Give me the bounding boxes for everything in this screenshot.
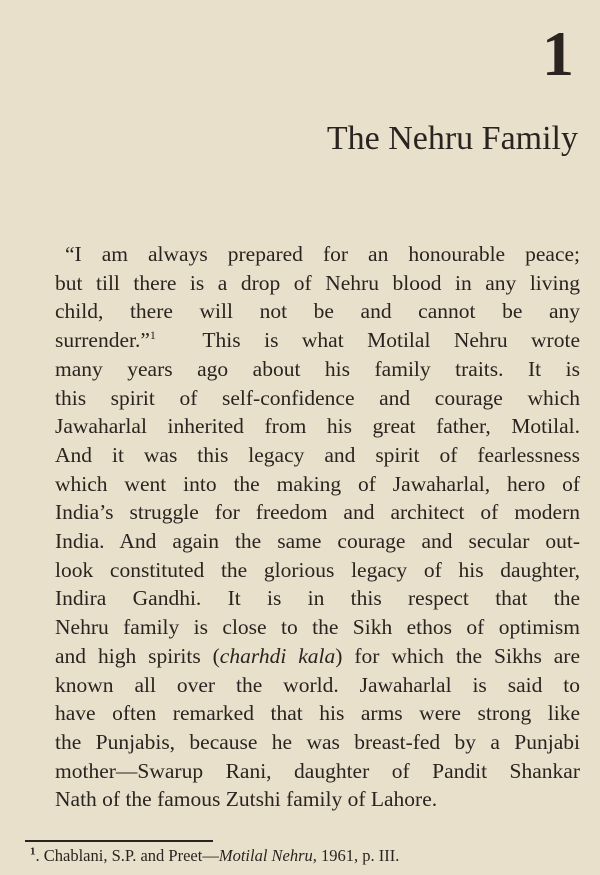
text-segment: and high spirits ( — [55, 643, 220, 668]
chapter-title: The Nehru Family — [326, 120, 578, 157]
footnote-divider — [25, 840, 213, 842]
italic-term: charhdi kala — [219, 643, 336, 668]
text-segment: This is what Motilal Nehru wrote — [202, 328, 580, 353]
text-line: mother—Swarup Rani, daughter of Pandit Shankar — [55, 758, 580, 783]
text-line: known all over the world. Jawaharlal is said to — [55, 672, 580, 697]
text-line: “I am always prepared for an honourable peace; — [65, 242, 580, 266]
text-line: many years ago about his family traits. It is — [55, 356, 580, 381]
text-line: the Punjabis, because he was breast-fed by a Punjabi — [55, 729, 580, 754]
text-line: which went into the making of Jawaharlal, hero of — [55, 471, 580, 496]
body-text — [55, 240, 580, 814]
footnote-text: , 1961, p. III. — [312, 846, 400, 865]
footnote-text: . Chablani, S.P. and Preet— — [35, 846, 219, 865]
text-line — [55, 326, 580, 355]
text-segment: surrender.” — [55, 328, 150, 353]
footnote — [30, 846, 399, 866]
text-line: India. And again the same courage and secular out- — [55, 529, 580, 554]
text-line: Nehru family is close to the Sikh ethos of optimism — [55, 615, 580, 640]
text-line: India’s struggle for freedom and architect of modern — [55, 500, 580, 525]
text-line: Indira Gandhi. It is in this respect that the — [55, 586, 580, 611]
text-line: but till there is a drop of Nehru blood in any living — [55, 270, 580, 295]
footnote-reference: 1 — [149, 327, 156, 342]
text-segment: ) for which the Sikhs are — [335, 643, 580, 668]
text-line: child, there will not be and cannot be any — [55, 299, 580, 324]
footnote-book-title: Motilal Nehru — [218, 846, 313, 865]
text-line: Nath of the famous Zutshi family of Lahore. — [55, 787, 438, 812]
text-line: have often remarked that his arms were strong like — [55, 701, 580, 726]
text-line: this spirit of self-confidence and courage which — [55, 385, 580, 410]
text-line: Jawaharlal inherited from his great father, Motilal. — [55, 414, 580, 439]
text-line: look constituted the glorious legacy of his daughter, — [55, 557, 580, 582]
footnote-mark: 1 — [30, 845, 36, 858]
text-line: And it was this legacy and spirit of fearlessness — [55, 442, 580, 467]
text-line — [55, 642, 580, 671]
chapter-number: 1 — [542, 18, 574, 89]
